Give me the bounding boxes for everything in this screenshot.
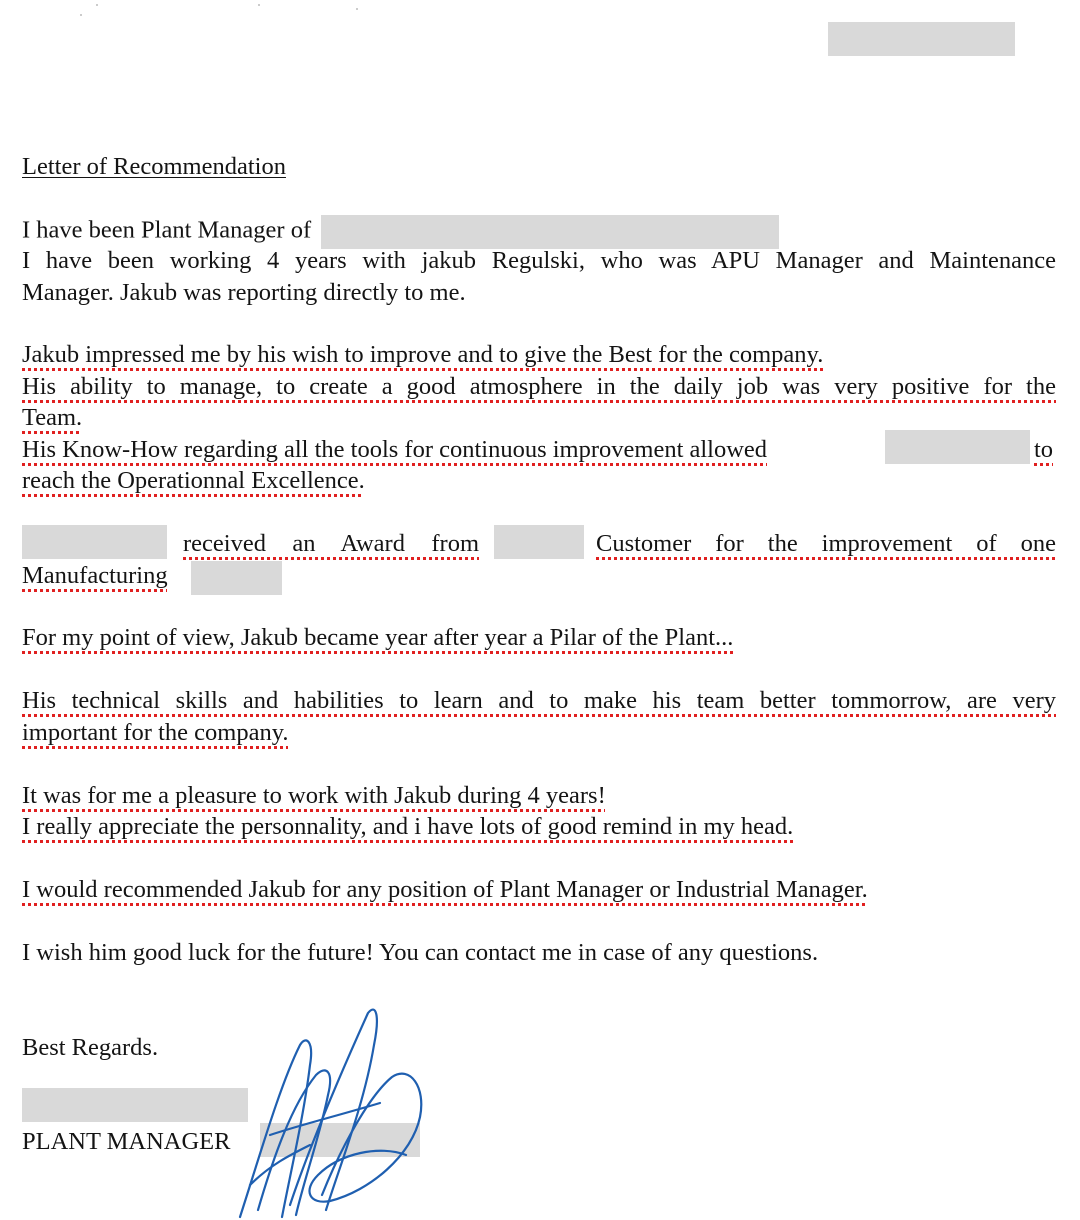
p7-line1 [22, 875, 868, 905]
letter-title: Letter of Recommendation [22, 153, 286, 180]
scan-speck [96, 4, 98, 6]
p5-line2-text: important for the company. [22, 719, 289, 746]
p1-line1-text: I have been Plant Manager of [22, 216, 312, 244]
p7-text: I would recommended Jakub for any position of Plant Manager or Industrial Manager. [22, 876, 868, 903]
p1-line1 [22, 215, 779, 249]
scan-speck [258, 4, 260, 6]
p5-line1-text: His technical skills and habilities to learn and to make his team better tommorrow, are very [22, 687, 1056, 714]
p3-line1b-text: Customer for the improvement of one [596, 530, 1056, 557]
closing: Best Regards. [22, 1034, 159, 1061]
redacted-product [191, 561, 282, 595]
p3-line1-part1 [183, 529, 479, 559]
p2-line2 [22, 372, 1056, 402]
p2-line3-text: Team. [22, 404, 83, 431]
p2-line1 [22, 340, 823, 370]
redacted-company [22, 525, 167, 559]
p8-line1: I wish him good luck for the future! You can contact me in case of any questions. [22, 939, 819, 966]
p1-line3: Manager. Jakub was reporting directly to me. [22, 279, 466, 306]
p6-line2-text: I really appreciate the personnality, and i have lots of good remind in my head. [22, 813, 794, 840]
p3-line1a-text: received an Award from [183, 530, 479, 557]
p3-line2-text: Manufacturing [22, 562, 168, 589]
p6-line1-text: It was for me a pleasure to work with Jakub during 4 years! [22, 782, 606, 809]
scan-speck [356, 8, 358, 10]
handwritten-signature [230, 1005, 440, 1220]
p4-line1 [22, 623, 733, 653]
p2-line3 [22, 403, 82, 433]
redacted-signer-name [22, 1088, 248, 1122]
p6-line2 [22, 812, 793, 842]
scan-speck [80, 14, 82, 16]
signer-role: PLANT MANAGER [22, 1128, 231, 1155]
p5-line2 [22, 718, 288, 748]
p2-line4-to: to [1034, 436, 1054, 463]
redacted-customer [494, 525, 584, 559]
redacted-company [885, 430, 1030, 464]
p2-line5-text: reach the Operationnal Excellence. [22, 467, 365, 494]
redacted-company [321, 215, 779, 249]
p3-line1-part2 [596, 529, 1056, 559]
p3-line2 [22, 561, 168, 591]
p1-line2: I have been working 4 years with jakub Regulski, who was APU Manager and Maintenance [22, 247, 1056, 274]
p6-line1 [22, 781, 606, 811]
redacted-header [828, 22, 1015, 56]
p2-line4 [22, 435, 767, 465]
p2-line4-text: His Know-How regarding all the tools for continuous improvement allowed [22, 436, 768, 463]
p5-line1 [22, 686, 1056, 716]
p2-line2-text: His ability to manage, to create a good atmosphere in the daily job was very positive for the [22, 373, 1056, 400]
p4-text: For my point of view, Jakub became year after year a Pilar of the Plant... [22, 624, 734, 651]
p2-line5 [22, 466, 365, 496]
p2-line4-end [1034, 435, 1053, 465]
p2-line1-text: Jakub impressed me by his wish to improve and to give the Best for the company. [22, 341, 824, 368]
